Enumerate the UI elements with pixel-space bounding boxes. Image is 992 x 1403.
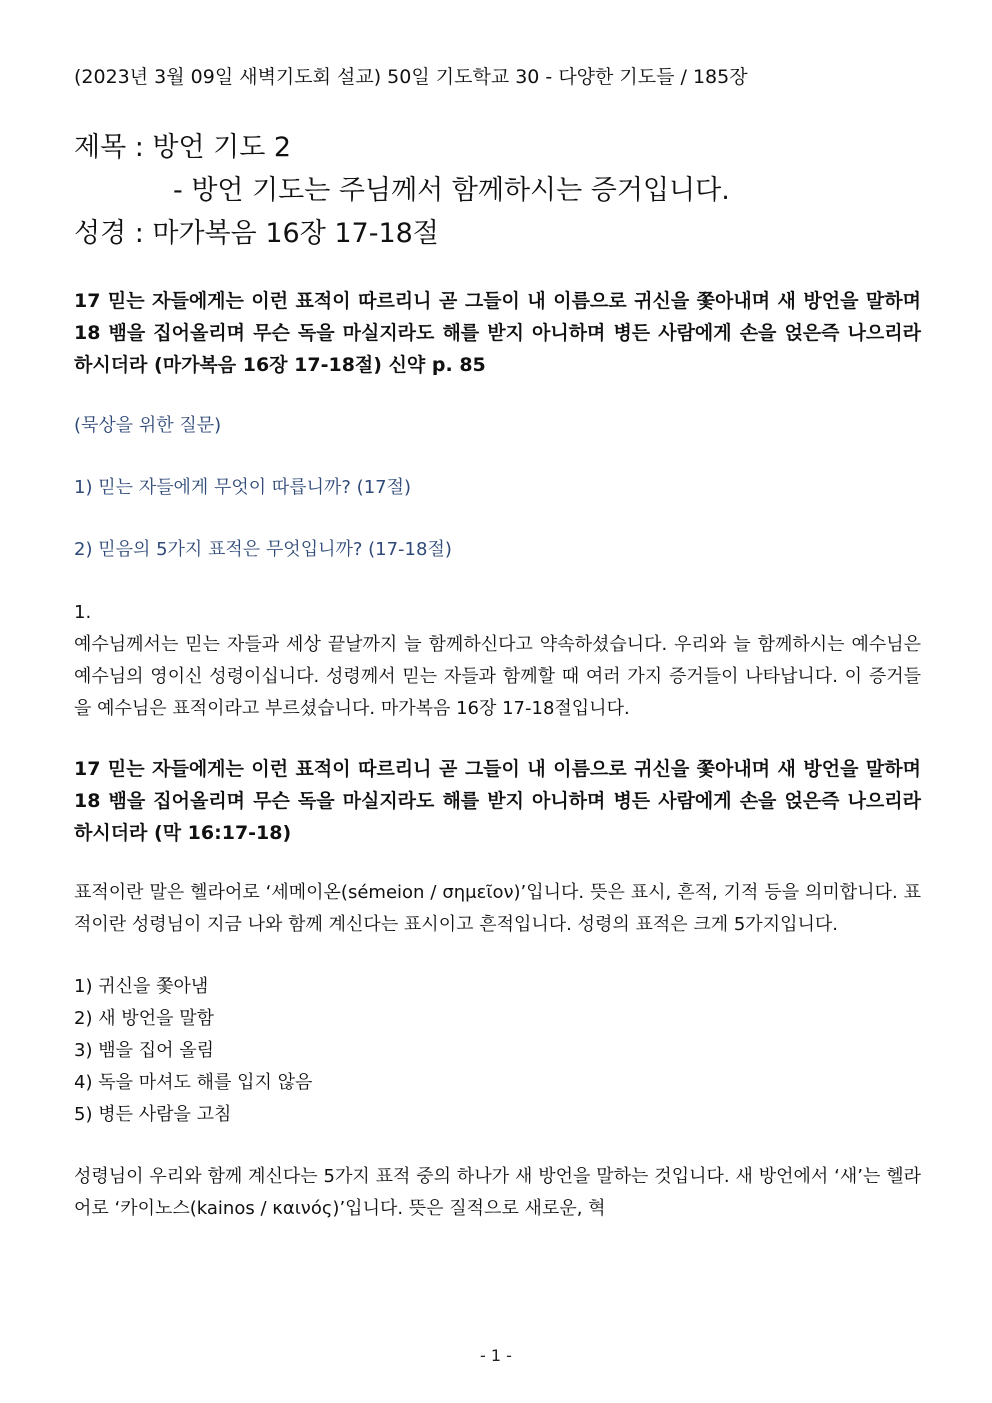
- sermon-title: 제목 : 방언 기도 2: [74, 132, 292, 163]
- sign-explanation-paragraph: 표적이란 말은 헬라어로 ‘세메이온(sémeion / σημεῖον)’입니다. 뜻은 표시, 흔적, 기적 등을 의미합니다. 표적이란 성령님이 지금 나와 함께 계신다는 표시이고 흔적입니다. 성령의 표적은 크게 5가지입니다.: [74, 882, 921, 935]
- section-paragraph: 예수님께서는 믿는 자들과 세상 끝날까지 늘 함께하신다고 약속하셨습니다. 우리와 늘 함께하시는 예수님은 예수님의 영이신 성령이십니다. 성령께서 믿는 자들과 함께할 때 여러 가지 증거들이 나타납니다. 이 증거들을 예수님은 표적이라고 부르셨습니다. 마가복음 16장 17-18절입니다.: [74, 634, 921, 719]
- signs-list: [74, 971, 921, 1131]
- meditation-heading: (묵상을 위한 질문): [74, 415, 222, 436]
- sermon-subtitle: - 방언 기도는 주님께서 함께하시는 증거입니다.: [173, 175, 730, 206]
- meditation-question-2: 2) 믿음의 5가지 표적은 무엇입니까? (17-18절): [74, 539, 452, 560]
- page-number: - 1 -: [480, 1346, 512, 1365]
- list-item: 4) 독을 마셔도 해를 입지 않음: [74, 1072, 313, 1093]
- sermon-header: (2023년 3월 09일 새벽기도회 설교) 50일 기도학교 30 - 다양한 기도들 / 185장: [74, 66, 748, 88]
- list-item: 2) 새 방언을 말함: [74, 1008, 214, 1029]
- document-page: [74, 62, 921, 1225]
- list-item: 3) 뱀을 집어 올림: [74, 1040, 214, 1061]
- title-block: [74, 126, 921, 255]
- scripture-verse-repeat: 17 믿는 자들에게는 이런 표적이 따르리니 곧 그들이 내 이름으로 귀신을 쫓아내며 새 방언을 말하며 18 뱀을 집어올리며 무슨 독을 마실지라도 해를 받지 아니하며 병든 사람에게 손을 얹은즉 나으리라 하시더라 (막 16:17-18): [74, 758, 921, 844]
- scripture-reference: 성경 : 마가복음 16장 17-18절: [74, 218, 439, 249]
- closing-paragraph: 성령님이 우리와 함께 계신다는 5가지 표적 중의 하나가 새 방언을 말하는 것입니다. 새 방언에서 ‘새’는 헬라어로 ‘카이노스(kainos / καινός)’입니다. 뜻은 질적으로 새로운, 혁: [74, 1166, 921, 1219]
- scripture-verse: 17 믿는 자들에게는 이런 표적이 따르리니 곧 그들이 내 이름으로 귀신을 쫓아내며 새 방언을 말하며 18 뱀을 집어올리며 무슨 독을 마실지라도 해를 받지 아니하며 병든 사람에게 손을 얹은즉 나으리라 하시더라 (마가복음 16장 17-18절) 신약 p. 85: [74, 290, 921, 376]
- meditation-question-1: 1) 믿는 자들에게 무엇이 따릅니까? (17절): [74, 477, 412, 498]
- list-item: 5) 병든 사람을 고침: [74, 1104, 232, 1125]
- list-item: 1) 귀신을 쫓아냄: [74, 976, 209, 997]
- section-number: 1.: [74, 602, 92, 623]
